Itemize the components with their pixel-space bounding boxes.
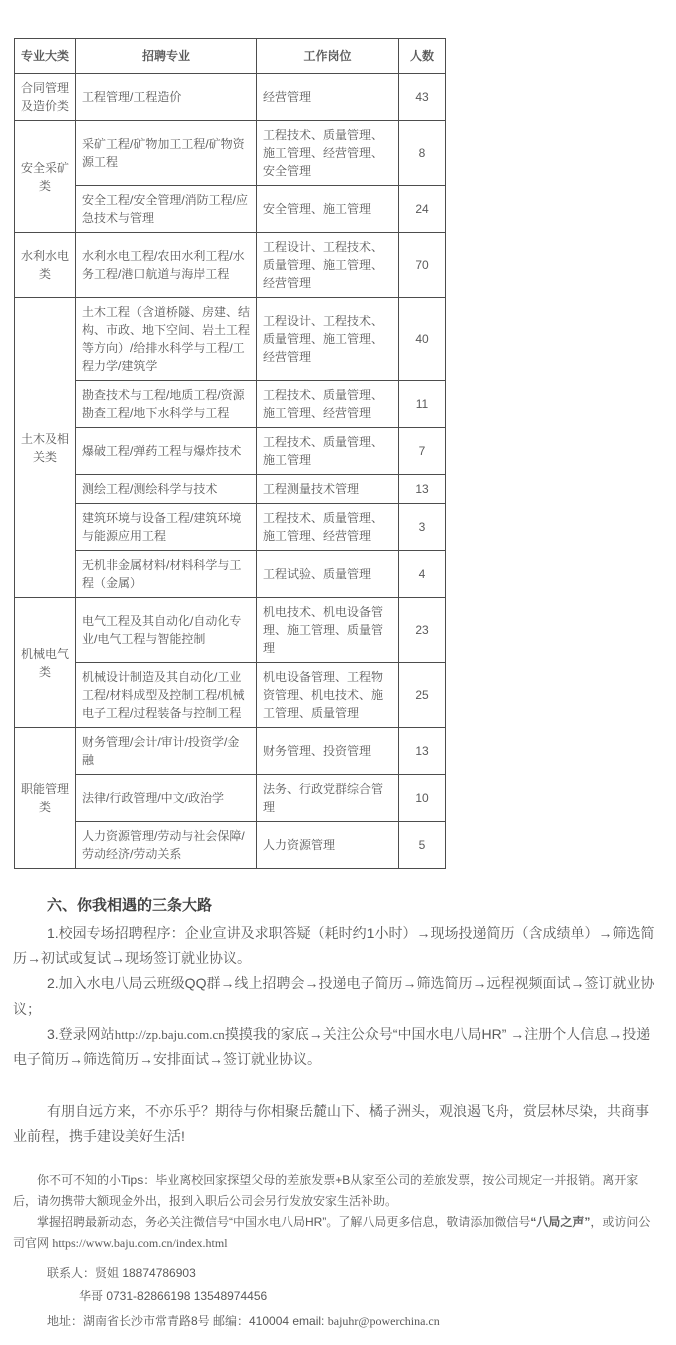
table-row bbox=[15, 186, 446, 233]
count-cell: 10 bbox=[399, 775, 446, 822]
tips-paragraph-1: 你不可不知的小Tips：毕业离校回家探望父母的差旅发票+B从家至公司的差旅发票，按公司规定一并报销。离开家后，请勿携带大额现金外出，报到入职后公司会另行发放安家生活补助。 bbox=[13, 1172, 639, 1208]
count-cell: 24 bbox=[399, 186, 446, 233]
count-cell: 40 bbox=[399, 298, 446, 381]
positions-cell: 工程设计、工程技术、质量管理、施工管理、经营管理 bbox=[257, 233, 399, 298]
table-header-row bbox=[15, 39, 446, 74]
count-cell: 8 bbox=[399, 121, 446, 186]
contact-person-2: 华哥 0731-82866198 13548974456 bbox=[79, 1288, 268, 1303]
tips-paragraph-2 bbox=[13, 1212, 662, 1254]
table-row bbox=[15, 551, 446, 598]
positions-cell: 工程测量技术管理 bbox=[257, 475, 399, 504]
count-cell: 5 bbox=[399, 822, 446, 869]
majors-table-body bbox=[15, 74, 446, 869]
table-row bbox=[15, 428, 446, 475]
section-six-heading: 六、你我相遇的三条大路 bbox=[47, 897, 213, 914]
count-cell: 25 bbox=[399, 663, 446, 728]
table-row bbox=[15, 775, 446, 822]
count-cell: 3 bbox=[399, 504, 446, 551]
category-cell: 安全采矿类 bbox=[15, 121, 76, 233]
table-row bbox=[15, 381, 446, 428]
tips-section bbox=[13, 1170, 662, 1254]
positions-cell: 工程技术、质量管理、施工管理、经营管理 bbox=[257, 504, 399, 551]
closing-paragraph: 有朋自远方来，不亦乐乎？期待与你相聚岳麓山下、橘子洲头，观浪遏飞舟，赏层林尽染，共商事业前程，携手建设美好生活! bbox=[13, 1103, 649, 1145]
procedure-paragraph-3 bbox=[13, 1022, 662, 1072]
positions-cell: 人力资源管理 bbox=[257, 822, 399, 869]
majors-cell: 勘查技术与工程/地质工程/资源勘查工程/地下水科学与工程 bbox=[76, 381, 257, 428]
majors-cell: 水利水电工程/农田水利工程/水务工程/港口航道与海岸工程 bbox=[76, 233, 257, 298]
wechat-account-bold: “八局之声” bbox=[530, 1214, 591, 1229]
contact-email: bajuhr@powerchina.cn bbox=[327, 1313, 440, 1328]
table-row bbox=[15, 728, 446, 775]
address-text: 地址：湖南省长沙市常青路8号 邮编：410004 email: bbox=[47, 1313, 325, 1328]
table-row bbox=[15, 233, 446, 298]
positions-cell: 经营管理 bbox=[257, 74, 399, 121]
recruitment-site-url: http://zp.baju.com.cn bbox=[114, 1026, 225, 1042]
positions-cell: 法务、行政党群综合管理 bbox=[257, 775, 399, 822]
majors-cell: 无机非金属材料/材料科学与工程（金属） bbox=[76, 551, 257, 598]
positions-cell: 工程设计、工程技术、质量管理、施工管理、经营管理 bbox=[257, 298, 399, 381]
majors-cell: 财务管理/会计/审计/投资学/金融 bbox=[76, 728, 257, 775]
table-header bbox=[15, 39, 446, 74]
table-row bbox=[15, 475, 446, 504]
positions-cell: 机电设备管理、工程物资管理、机电技术、施工管理、质量管理 bbox=[257, 663, 399, 728]
majors-cell: 安全工程/安全管理/消防工程/应急技术与管理 bbox=[76, 186, 257, 233]
category-cell: 机械电气类 bbox=[15, 598, 76, 728]
category-cell: 职能管理类 bbox=[15, 728, 76, 869]
majors-cell: 采矿工程/矿物加工工程/矿物资源工程 bbox=[76, 121, 257, 186]
header-positions: 工作岗位 bbox=[257, 39, 399, 74]
positions-cell: 机电技术、机电设备管理、施工管理、质量管理 bbox=[257, 598, 399, 663]
count-cell: 4 bbox=[399, 551, 446, 598]
table-row bbox=[15, 121, 446, 186]
majors-cell: 电气工程及其自动化/自动化专业/电气工程与智能控制 bbox=[76, 598, 257, 663]
count-cell: 23 bbox=[399, 598, 446, 663]
company-website-url: https://www.baju.com.cn/index.html bbox=[52, 1235, 228, 1250]
positions-cell: 工程试验、质量管理 bbox=[257, 551, 399, 598]
count-cell: 13 bbox=[399, 475, 446, 504]
positions-cell: 财务管理、投资管理 bbox=[257, 728, 399, 775]
table-row bbox=[15, 298, 446, 381]
contact-address-line bbox=[47, 1312, 662, 1331]
contact-block bbox=[47, 1264, 662, 1332]
category-cell: 水利水电类 bbox=[15, 233, 76, 298]
majors-cell: 工程管理/工程造价 bbox=[76, 74, 257, 121]
contact-person-1: 联系人：贤姐 18874786903 bbox=[47, 1265, 196, 1280]
table-row bbox=[15, 822, 446, 869]
procedure-3-suffix: 摸摸我的家底→关注公众号“中国水电八局HR” →注册个人信息→投递电子简历→筛选简历→安排面试→签订就业协议。 bbox=[13, 1025, 651, 1067]
header-count: 人数 bbox=[399, 39, 446, 74]
positions-cell: 安全管理、施工管理 bbox=[257, 186, 399, 233]
table-row bbox=[15, 663, 446, 728]
positions-cell: 工程技术、质量管理、施工管理、经营管理 bbox=[257, 381, 399, 428]
table-row bbox=[15, 504, 446, 551]
procedure-paragraph-2: 2.加入水电八局云班级QQ群→线上招聘会→投递电子简历→筛选简历→远程视频面试→签订就业协议； bbox=[13, 975, 655, 1017]
tips-2-part1: 掌握招聘最新动态，务必关注微信号“中国水电八局HR”。了解八局更多信息，敬请添加微信号 bbox=[37, 1214, 531, 1229]
procedure-paragraph-1: 1.校园专场招聘程序：企业宣讲及求职答疑（耗时约1小时）→现场投递简历（含成绩单）→筛选简历→初试或复试→现场签订就业协议。 bbox=[13, 925, 655, 967]
majors-cell: 建筑环境与设备工程/建筑环境与能源应用工程 bbox=[76, 504, 257, 551]
count-cell: 70 bbox=[399, 233, 446, 298]
table-row bbox=[15, 74, 446, 121]
recruitment-majors-table bbox=[14, 38, 446, 869]
majors-cell: 人力资源管理/劳动与社会保障/劳动经济/劳动关系 bbox=[76, 822, 257, 869]
header-majors: 招聘专业 bbox=[76, 39, 257, 74]
positions-cell: 工程技术、质量管理、施工管理、经营管理、安全管理 bbox=[257, 121, 399, 186]
count-cell: 13 bbox=[399, 728, 446, 775]
category-cell: 土木及相关类 bbox=[15, 298, 76, 598]
procedure-3-prefix: 3.登录网站 bbox=[47, 1025, 115, 1042]
majors-cell: 爆破工程/弹药工程与爆炸技术 bbox=[76, 428, 257, 475]
majors-cell: 法律/行政管理/中文/政治学 bbox=[76, 775, 257, 822]
count-cell: 43 bbox=[399, 74, 446, 121]
majors-cell: 测绘工程/测绘科学与技术 bbox=[76, 475, 257, 504]
positions-cell: 工程技术、质量管理、施工管理 bbox=[257, 428, 399, 475]
majors-cell: 土木工程（含道桥隧、房建、结构、市政、地下空间、岩土工程等方向）/给排水科学与工程/工程力学/建筑学 bbox=[76, 298, 257, 381]
header-category: 专业大类 bbox=[15, 39, 76, 74]
majors-cell: 机械设计制造及其自动化/工业工程/材料成型及控制工程/机械电子工程/过程装备与控制工程 bbox=[76, 663, 257, 728]
category-cell: 合同管理及造价类 bbox=[15, 74, 76, 121]
count-cell: 11 bbox=[399, 381, 446, 428]
tips-2-part2: ，或访问公司官网 bbox=[13, 1214, 651, 1250]
table-row bbox=[15, 598, 446, 663]
count-cell: 7 bbox=[399, 428, 446, 475]
